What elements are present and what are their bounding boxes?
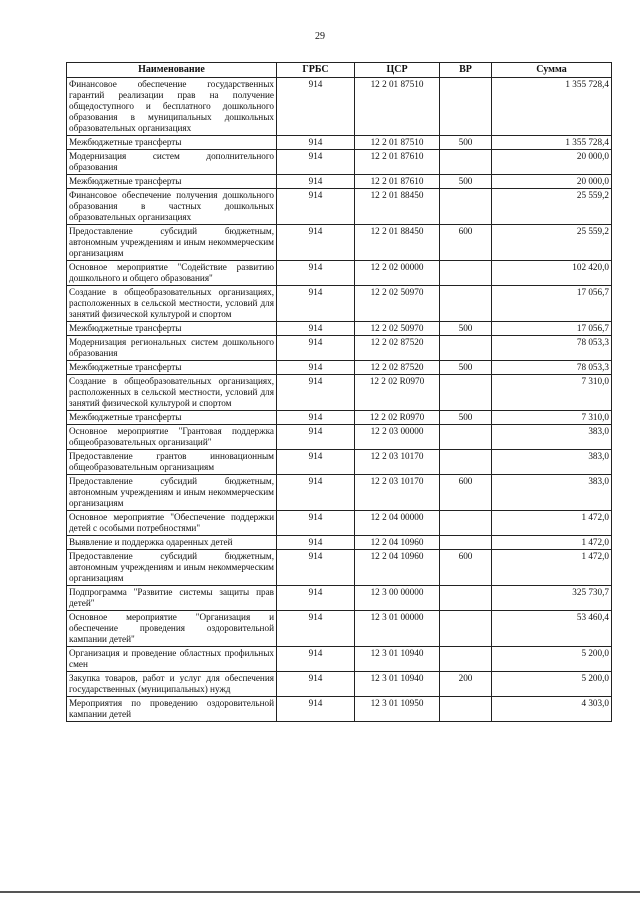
cell-name: Межбюджетные трансферты — [67, 322, 277, 336]
table-row — [67, 475, 612, 511]
cell-sum: 78 053,3 — [492, 361, 612, 375]
cell-vr: 500 — [440, 361, 492, 375]
table-row — [67, 375, 612, 411]
cell-csr: 12 2 01 87510 — [355, 136, 440, 150]
cell-sum: 1 355 728,4 — [492, 136, 612, 150]
cell-name: Подпрограмма "Развитие системы защиты прав детей" — [67, 586, 277, 611]
cell-csr: 12 2 02 R0970 — [355, 411, 440, 425]
cell-vr: 200 — [440, 672, 492, 697]
cell-grbs: 914 — [277, 286, 355, 322]
cell-vr: 500 — [440, 411, 492, 425]
cell-sum: 7 310,0 — [492, 411, 612, 425]
cell-sum: 17 056,7 — [492, 286, 612, 322]
table-row — [67, 175, 612, 189]
cell-sum: 1 472,0 — [492, 511, 612, 536]
table-row — [67, 672, 612, 697]
cell-grbs: 914 — [277, 586, 355, 611]
cell-name: Мероприятия по проведению оздоровительной кампании детей — [67, 697, 277, 722]
cell-name: Создание в общеобразовательных организациях, расположенных в сельской местности, условий для занятий физической культурой и спортом — [67, 375, 277, 411]
cell-sum: 4 303,0 — [492, 697, 612, 722]
cell-csr: 12 2 04 10960 — [355, 536, 440, 550]
table-row — [67, 450, 612, 475]
cell-csr: 12 2 02 00000 — [355, 261, 440, 286]
cell-sum: 17 056,7 — [492, 322, 612, 336]
cell-grbs: 914 — [277, 450, 355, 475]
cell-vr — [440, 261, 492, 286]
cell-csr: 12 2 01 88450 — [355, 189, 440, 225]
table-body — [67, 78, 612, 722]
cell-sum: 383,0 — [492, 475, 612, 511]
cell-name: Организация и проведение областных профильных смен — [67, 647, 277, 672]
header-name: Наименование — [67, 63, 277, 78]
cell-vr — [440, 336, 492, 361]
header-sum: Сумма — [492, 63, 612, 78]
table-header-row — [67, 63, 612, 78]
cell-grbs: 914 — [277, 322, 355, 336]
table-row — [67, 550, 612, 586]
cell-grbs: 914 — [277, 189, 355, 225]
cell-name: Финансовое обеспечение государственных гарантий реализации прав на получение общедоступного и бесплатного дошкольного образования в муниципальных дошкольных образовательных организациях — [67, 78, 277, 136]
cell-sum: 20 000,0 — [492, 150, 612, 175]
cell-name: Основное мероприятие "Содействие развитию дошкольного и общего образования" — [67, 261, 277, 286]
cell-name: Предоставление грантов инновационным общеобразовательным организациям — [67, 450, 277, 475]
cell-sum: 1 472,0 — [492, 536, 612, 550]
page-number: 29 — [315, 31, 325, 42]
cell-grbs: 914 — [277, 175, 355, 189]
cell-csr: 12 2 04 10960 — [355, 550, 440, 586]
cell-sum: 5 200,0 — [492, 647, 612, 672]
cell-sum: 1 355 728,4 — [492, 78, 612, 136]
table-row — [67, 425, 612, 450]
cell-name: Межбюджетные трансферты — [67, 175, 277, 189]
cell-grbs: 914 — [277, 475, 355, 511]
table-row — [67, 150, 612, 175]
table-row — [67, 647, 612, 672]
cell-name: Предоставление субсидий бюджетным, автономным учреждениям и иным некоммерческим организациям — [67, 475, 277, 511]
cell-grbs: 914 — [277, 611, 355, 647]
cell-grbs: 914 — [277, 78, 355, 136]
cell-sum: 78 053,3 — [492, 336, 612, 361]
cell-vr — [440, 611, 492, 647]
cell-vr — [440, 647, 492, 672]
cell-csr: 12 2 04 00000 — [355, 511, 440, 536]
cell-grbs: 914 — [277, 697, 355, 722]
cell-vr: 600 — [440, 225, 492, 261]
cell-csr: 12 3 01 10940 — [355, 672, 440, 697]
cell-grbs: 914 — [277, 361, 355, 375]
cell-vr — [440, 697, 492, 722]
table-row — [67, 336, 612, 361]
cell-vr — [440, 536, 492, 550]
cell-name: Модернизация региональных систем дошкольного образования — [67, 336, 277, 361]
cell-grbs: 914 — [277, 261, 355, 286]
cell-sum: 383,0 — [492, 450, 612, 475]
cell-name: Закупка товаров, работ и услуг для обеспечения государственных (муниципальных) нужд — [67, 672, 277, 697]
cell-grbs: 914 — [277, 511, 355, 536]
cell-sum: 20 000,0 — [492, 175, 612, 189]
cell-csr: 12 2 02 R0970 — [355, 375, 440, 411]
cell-vr — [440, 375, 492, 411]
cell-grbs: 914 — [277, 425, 355, 450]
table-row — [67, 136, 612, 150]
cell-csr: 12 2 03 10170 — [355, 475, 440, 511]
cell-name: Создание в общеобразовательных организациях, расположенных в сельской местности, условий для занятий физической культурой и спортом — [67, 286, 277, 322]
cell-vr — [440, 450, 492, 475]
cell-vr — [440, 150, 492, 175]
cell-vr: 600 — [440, 475, 492, 511]
cell-name: Межбюджетные трансферты — [67, 361, 277, 375]
table-row — [67, 611, 612, 647]
cell-sum: 325 730,7 — [492, 586, 612, 611]
cell-name: Модернизация систем дополнительного образования — [67, 150, 277, 175]
cell-grbs: 914 — [277, 550, 355, 586]
table-row — [67, 78, 612, 136]
cell-csr: 12 3 01 10940 — [355, 647, 440, 672]
cell-sum: 102 420,0 — [492, 261, 612, 286]
header-grbs: ГРБС — [277, 63, 355, 78]
cell-grbs: 914 — [277, 647, 355, 672]
cell-vr — [440, 586, 492, 611]
table-row — [67, 361, 612, 375]
cell-sum: 5 200,0 — [492, 672, 612, 697]
cell-name: Финансовое обеспечение получения дошкольного образования в частных дошкольных образовательных организациях — [67, 189, 277, 225]
table-row — [67, 286, 612, 322]
cell-sum: 383,0 — [492, 425, 612, 450]
table-row — [67, 536, 612, 550]
cell-grbs: 914 — [277, 672, 355, 697]
cell-name: Основное мероприятие "Грантовая поддержка общеобразовательных организаций" — [67, 425, 277, 450]
cell-name: Предоставление субсидий бюджетным, автономным учреждениям и иным некоммерческим организациям — [67, 225, 277, 261]
cell-grbs: 914 — [277, 150, 355, 175]
cell-csr: 12 3 01 10950 — [355, 697, 440, 722]
table-row — [67, 586, 612, 611]
table-row — [67, 411, 612, 425]
table-row — [67, 261, 612, 286]
table-row — [67, 189, 612, 225]
cell-vr — [440, 78, 492, 136]
cell-csr: 12 2 01 87610 — [355, 150, 440, 175]
cell-name: Выявление и поддержка одаренных детей — [67, 536, 277, 550]
cell-csr: 12 2 02 50970 — [355, 286, 440, 322]
cell-csr: 12 2 02 87520 — [355, 361, 440, 375]
cell-csr: 12 2 01 88450 — [355, 225, 440, 261]
table-row — [67, 697, 612, 722]
budget-table — [66, 62, 612, 722]
cell-csr: 12 2 02 87520 — [355, 336, 440, 361]
cell-grbs: 914 — [277, 336, 355, 361]
cell-vr — [440, 511, 492, 536]
cell-grbs: 914 — [277, 411, 355, 425]
cell-grbs: 914 — [277, 536, 355, 550]
cell-sum: 1 472,0 — [492, 550, 612, 586]
page-bottom-border — [0, 891, 640, 893]
cell-sum: 7 310,0 — [492, 375, 612, 411]
cell-name: Межбюджетные трансферты — [67, 411, 277, 425]
cell-vr — [440, 425, 492, 450]
cell-vr: 500 — [440, 175, 492, 189]
cell-sum: 25 559,2 — [492, 189, 612, 225]
cell-csr: 12 2 02 50970 — [355, 322, 440, 336]
cell-vr: 500 — [440, 322, 492, 336]
cell-csr: 12 3 00 00000 — [355, 586, 440, 611]
cell-csr: 12 2 01 87510 — [355, 78, 440, 136]
cell-name: Основное мероприятие "Обеспечение поддержки детей с особыми потребностями" — [67, 511, 277, 536]
header-vr: ВР — [440, 63, 492, 78]
cell-sum: 53 460,4 — [492, 611, 612, 647]
table-row — [67, 225, 612, 261]
cell-grbs: 914 — [277, 375, 355, 411]
cell-vr: 500 — [440, 136, 492, 150]
cell-vr — [440, 286, 492, 322]
cell-name: Межбюджетные трансферты — [67, 136, 277, 150]
cell-grbs: 914 — [277, 136, 355, 150]
cell-name: Основное мероприятие "Организация и обеспечение проведения оздоровительной кампании детей" — [67, 611, 277, 647]
cell-vr: 600 — [440, 550, 492, 586]
table-row — [67, 511, 612, 536]
table-row — [67, 322, 612, 336]
header-csr: ЦСР — [355, 63, 440, 78]
cell-csr: 12 3 01 00000 — [355, 611, 440, 647]
cell-vr — [440, 189, 492, 225]
cell-csr: 12 2 01 87610 — [355, 175, 440, 189]
cell-name: Предоставление субсидий бюджетным, автономным учреждениям и иным некоммерческим организациям — [67, 550, 277, 586]
cell-grbs: 914 — [277, 225, 355, 261]
cell-sum: 25 559,2 — [492, 225, 612, 261]
cell-csr: 12 2 03 00000 — [355, 425, 440, 450]
cell-csr: 12 2 03 10170 — [355, 450, 440, 475]
